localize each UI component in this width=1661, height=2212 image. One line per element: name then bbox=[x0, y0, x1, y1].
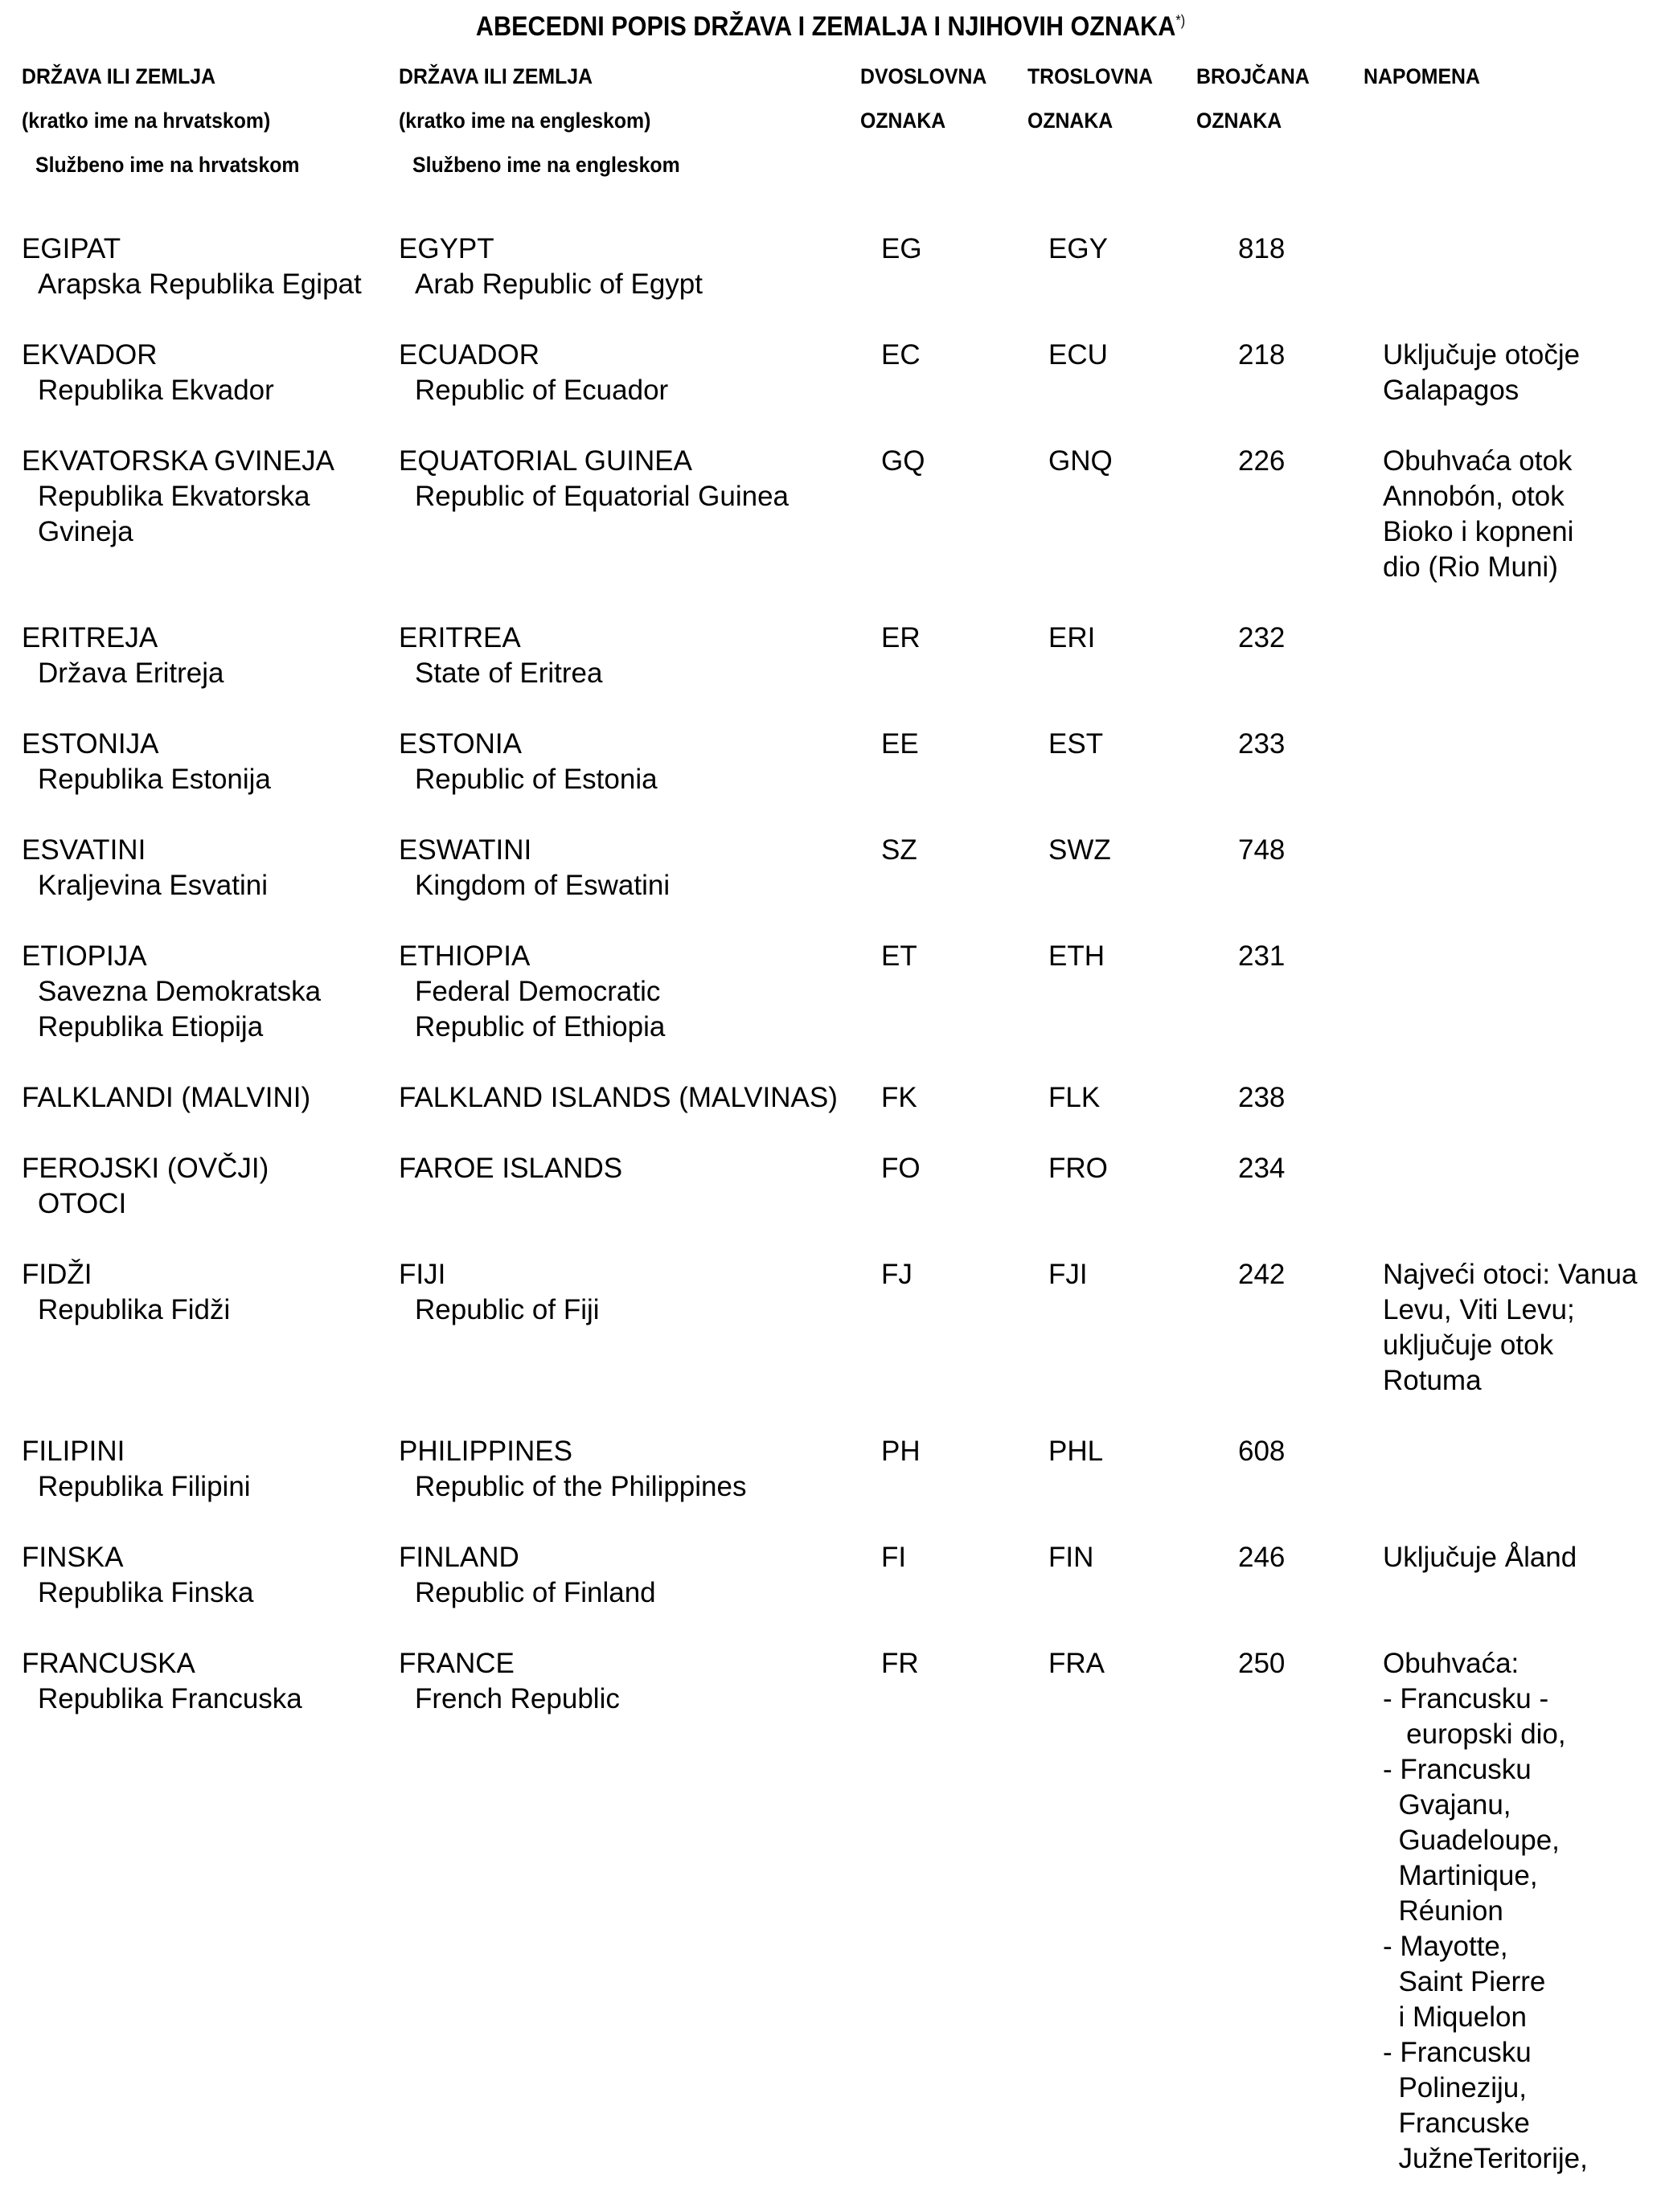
alpha2-code: GQ bbox=[881, 445, 925, 477]
country-row bbox=[0, 1434, 1661, 1540]
note-cell bbox=[1383, 1540, 1577, 1575]
note-line: i Miquelon bbox=[1383, 2001, 1527, 2033]
numeric-code-cell bbox=[1238, 833, 1285, 868]
alpha3-code: FRO bbox=[1048, 1153, 1108, 1184]
country-row bbox=[0, 1646, 1661, 2212]
english-name-short: ECUADOR bbox=[399, 339, 540, 371]
header-alpha2-sub: OZNAKA bbox=[860, 109, 946, 133]
alpha3-code: ECU bbox=[1048, 339, 1108, 371]
alpha2-code-cell bbox=[881, 1540, 906, 1575]
numeric-code-cell bbox=[1238, 1257, 1285, 1292]
numeric-code: 608 bbox=[1238, 1436, 1286, 1467]
numeric-code: 246 bbox=[1238, 1542, 1286, 1573]
croatian-name-cell bbox=[22, 444, 334, 550]
country-row bbox=[0, 338, 1661, 444]
croatian-name-cell bbox=[22, 338, 274, 408]
alpha2-code: EE bbox=[881, 728, 919, 760]
country-row bbox=[0, 444, 1661, 621]
country-row bbox=[0, 231, 1661, 338]
croatian-name-short: FIDŽI bbox=[22, 1259, 92, 1290]
english-name-official: Republic of Finland bbox=[415, 1577, 656, 1608]
alpha3-code: SWZ bbox=[1048, 834, 1111, 866]
croatian-name-cell bbox=[22, 1151, 269, 1222]
numeric-code-cell bbox=[1238, 1646, 1285, 1682]
english-name-cell bbox=[399, 1646, 620, 1717]
note-line: Martinique, bbox=[1383, 1860, 1538, 1891]
croatian-name-cell bbox=[22, 1257, 230, 1328]
alpha2-code-cell bbox=[881, 1257, 913, 1292]
note-line: - Francusku bbox=[1383, 1754, 1532, 1785]
english-name-short: FINLAND bbox=[399, 1542, 519, 1573]
english-name-cell bbox=[399, 338, 668, 408]
header-note: NAPOMENA bbox=[1364, 64, 1480, 88]
numeric-code: 250 bbox=[1238, 1648, 1286, 1679]
english-name-official: Republic of Ecuador bbox=[415, 375, 669, 406]
croatian-name-official: Republika Filipini bbox=[38, 1471, 251, 1502]
country-row bbox=[0, 621, 1661, 727]
alpha3-code-cell bbox=[1048, 1257, 1088, 1292]
note-line: - Francusku - bbox=[1383, 1683, 1549, 1714]
alpha3-code: FJI bbox=[1048, 1259, 1088, 1290]
note-line: Levu, Viti Levu; bbox=[1383, 1294, 1575, 1325]
note-line: Annobón, otok bbox=[1383, 481, 1565, 512]
alpha2-code-cell bbox=[881, 1080, 917, 1116]
alpha3-code: FIN bbox=[1048, 1542, 1094, 1573]
alpha3-code-cell bbox=[1048, 444, 1113, 479]
croatian-name-short: FINSKA bbox=[22, 1542, 124, 1573]
english-name-short: FRANCE bbox=[399, 1648, 515, 1679]
english-name-cell bbox=[399, 444, 789, 514]
english-name-cell bbox=[399, 1151, 622, 1186]
alpha2-code-cell bbox=[881, 444, 925, 479]
numeric-code-cell bbox=[1238, 1151, 1285, 1186]
alpha3-code-cell bbox=[1048, 1646, 1105, 1682]
numeric-code: 818 bbox=[1238, 233, 1286, 264]
header-alpha3-sub: OZNAKA bbox=[1027, 109, 1113, 133]
header-alpha2: DVOSLOVNA bbox=[860, 64, 987, 88]
alpha3-code: FRA bbox=[1048, 1648, 1105, 1679]
english-name-official: Republic of Fiji bbox=[415, 1294, 600, 1325]
croatian-name-cell bbox=[22, 1080, 310, 1116]
alpha3-code-cell bbox=[1048, 727, 1103, 762]
country-row bbox=[0, 1540, 1661, 1646]
numeric-code: 233 bbox=[1238, 728, 1286, 760]
numeric-code-cell bbox=[1238, 727, 1285, 762]
alpha3-code: ERI bbox=[1048, 622, 1096, 653]
numeric-code-cell bbox=[1238, 231, 1285, 267]
country-row bbox=[0, 939, 1661, 1080]
alpha2-code: EC bbox=[881, 339, 921, 371]
english-name-short: ESWATINI bbox=[399, 834, 532, 866]
country-list bbox=[0, 231, 1661, 2212]
english-name-official: French Republic bbox=[415, 1683, 620, 1714]
croatian-name-official: Republika Ekvatorska bbox=[38, 481, 310, 512]
numeric-code: 748 bbox=[1238, 834, 1286, 866]
croatian-name-official: OTOCI bbox=[38, 1188, 127, 1219]
english-name-short: ERITREA bbox=[399, 622, 521, 653]
english-name-official: Republic of Estonia bbox=[415, 764, 658, 795]
note-line: Réunion bbox=[1383, 1895, 1503, 1927]
numeric-code-cell bbox=[1238, 939, 1285, 974]
alpha2-code-cell bbox=[881, 338, 921, 373]
alpha3-code: PHL bbox=[1048, 1436, 1104, 1467]
note-line: JužneTeritorije, bbox=[1383, 2143, 1588, 2174]
alpha2-code-cell bbox=[881, 833, 917, 868]
header-en-name: DRŽAVA ILI ZEMLJA bbox=[399, 64, 593, 88]
note-line: Guadeloupe, bbox=[1383, 1825, 1560, 1856]
english-name-short: EQUATORIAL GUINEA bbox=[399, 445, 692, 477]
note-cell bbox=[1383, 1646, 1588, 2177]
note-line: Najveći otoci: Vanua bbox=[1383, 1259, 1638, 1290]
english-name-cell bbox=[399, 939, 665, 1045]
alpha3-code: EST bbox=[1048, 728, 1104, 760]
alpha2-code: FR bbox=[881, 1648, 919, 1679]
english-name-official: Federal Democratic bbox=[415, 976, 661, 1007]
croatian-name-short: ESTONIJA bbox=[22, 728, 159, 760]
alpha2-code-cell bbox=[881, 621, 921, 656]
english-name-cell bbox=[399, 231, 703, 302]
numeric-code-cell bbox=[1238, 1080, 1285, 1116]
note-cell bbox=[1383, 444, 1573, 585]
english-name-cell bbox=[399, 1257, 600, 1328]
english-name-short: FAROE ISLANDS bbox=[399, 1153, 623, 1184]
note-line: Bioko i kopneni bbox=[1383, 516, 1574, 547]
croatian-name-short: FILIPINI bbox=[22, 1436, 125, 1467]
numeric-code-cell bbox=[1238, 444, 1285, 479]
croatian-name-cell bbox=[22, 1540, 253, 1611]
alpha3-code-cell bbox=[1048, 833, 1111, 868]
english-name-cell bbox=[399, 1540, 656, 1611]
alpha2-code: ET bbox=[881, 940, 917, 972]
croatian-name-official: Republika Fidži bbox=[38, 1294, 231, 1325]
header-hr-official: Službeno ime na hrvatskom bbox=[35, 153, 300, 177]
english-name-official: Republic of the Philippines bbox=[415, 1471, 747, 1502]
country-row bbox=[0, 1257, 1661, 1434]
english-name-official: State of Eritrea bbox=[415, 657, 603, 689]
note-cell bbox=[1383, 338, 1580, 408]
english-name-short: ESTONIA bbox=[399, 728, 523, 760]
croatian-name-short: EKVADOR bbox=[22, 339, 158, 371]
croatian-name-short: EGIPAT bbox=[22, 233, 121, 264]
croatian-name-short: FALKLANDI (MALVINI) bbox=[22, 1082, 311, 1113]
croatian-name-official: Arapska Republika Egipat bbox=[38, 268, 362, 300]
croatian-name-official: Republika Ekvador bbox=[38, 375, 274, 406]
croatian-name-official: Kraljevina Esvatini bbox=[38, 870, 268, 901]
croatian-name-official: Republika Etiopija bbox=[38, 1011, 264, 1043]
header-hr-short: (kratko ime na hrvatskom) bbox=[22, 109, 271, 133]
country-row bbox=[0, 1080, 1661, 1151]
alpha3-code: GNQ bbox=[1048, 445, 1113, 477]
croatian-name-short: FRANCUSKA bbox=[22, 1648, 195, 1679]
english-name-cell bbox=[399, 727, 658, 797]
note-line: - Francusku bbox=[1383, 2037, 1532, 2068]
note-line: Uključuje otočje bbox=[1383, 339, 1581, 371]
numeric-code: 238 bbox=[1238, 1082, 1286, 1113]
note-line: Obuhvaća: bbox=[1383, 1648, 1520, 1679]
english-name-cell bbox=[399, 1434, 746, 1505]
header-numeric: BROJČANA bbox=[1196, 64, 1310, 88]
numeric-code-cell bbox=[1238, 621, 1285, 656]
header-alpha3: TROSLOVNA bbox=[1027, 64, 1153, 88]
note-line: Polineziju, bbox=[1383, 2072, 1527, 2103]
note-line: uključuje otok bbox=[1383, 1329, 1554, 1361]
croatian-name-cell bbox=[22, 1646, 302, 1717]
alpha3-code-cell bbox=[1048, 621, 1095, 656]
alpha2-code: EG bbox=[881, 233, 922, 264]
alpha3-code: ETH bbox=[1048, 940, 1105, 972]
numeric-code-cell bbox=[1238, 338, 1285, 373]
numeric-code: 234 bbox=[1238, 1153, 1286, 1184]
note-line: Galapagos bbox=[1383, 375, 1520, 406]
header-numeric-sub: OZNAKA bbox=[1196, 109, 1282, 133]
note-line: - Mayotte, bbox=[1383, 1931, 1508, 1962]
english-name-short: PHILIPPINES bbox=[399, 1436, 572, 1467]
title-text: ABECEDNI POPIS DRŽAVA I ZEMALJA I NJIHOVIH OZNAKA bbox=[475, 11, 1176, 42]
english-name-cell bbox=[399, 621, 602, 691]
alpha2-code-cell bbox=[881, 1434, 921, 1469]
alpha2-code: PH bbox=[881, 1436, 921, 1467]
alpha3-code-cell bbox=[1048, 939, 1105, 974]
note-cell bbox=[1383, 1257, 1637, 1399]
alpha2-code: FO bbox=[881, 1153, 921, 1184]
alpha2-code-cell bbox=[881, 1151, 921, 1186]
numeric-code: 231 bbox=[1238, 940, 1286, 972]
note-line: Rotuma bbox=[1383, 1365, 1482, 1396]
english-name-official: Arab Republic of Egypt bbox=[415, 268, 703, 300]
croatian-name-short: EKVATORSKA GVINEJA bbox=[22, 445, 335, 477]
document-title bbox=[83, 11, 1577, 43]
alpha3-code-cell bbox=[1048, 1434, 1103, 1469]
croatian-name-official: Republika Francuska bbox=[38, 1683, 302, 1714]
english-name-short: FIJI bbox=[399, 1259, 446, 1290]
note-line: Obuhvaća otok bbox=[1383, 445, 1573, 477]
note-line: europski dio, bbox=[1383, 1718, 1566, 1750]
croatian-name-official: Republika Estonija bbox=[38, 764, 271, 795]
croatian-name-short: FEROJSKI (OVČJI) bbox=[22, 1153, 269, 1184]
croatian-name-cell bbox=[22, 727, 271, 797]
alpha3-code-cell bbox=[1048, 1151, 1108, 1186]
english-name-official: Kingdom of Eswatini bbox=[415, 870, 671, 901]
croatian-name-official: Država Eritreja bbox=[38, 657, 224, 689]
header-en-official: Službeno ime na engleskom bbox=[412, 153, 680, 177]
header-en-short: (kratko ime na engleskom) bbox=[399, 109, 651, 133]
croatian-name-official: Gvineja bbox=[38, 516, 133, 547]
alpha2-code-cell bbox=[881, 1646, 919, 1682]
english-name-official: Republic of Ethiopia bbox=[415, 1011, 666, 1043]
numeric-code-cell bbox=[1238, 1540, 1285, 1575]
alpha2-code: FK bbox=[881, 1082, 917, 1113]
numeric-code: 242 bbox=[1238, 1259, 1286, 1290]
footnote-mark: *) bbox=[1175, 12, 1186, 29]
note-line: Gvajanu, bbox=[1383, 1789, 1511, 1821]
alpha3-code-cell bbox=[1048, 1080, 1100, 1116]
header-hr-name: DRŽAVA ILI ZEMLJA bbox=[22, 64, 216, 88]
alpha3-code-cell bbox=[1048, 338, 1108, 373]
note-line: dio (Rio Muni) bbox=[1383, 551, 1558, 583]
country-row bbox=[0, 833, 1661, 939]
english-name-short: FALKLAND ISLANDS (MALVINAS) bbox=[399, 1082, 838, 1113]
croatian-name-official: Savezna Demokratska bbox=[38, 976, 322, 1007]
note-line: Uključuje Åland bbox=[1383, 1542, 1577, 1573]
alpha3-code: EGY bbox=[1048, 233, 1108, 264]
english-name-official: Republic of Equatorial Guinea bbox=[415, 481, 789, 512]
alpha2-code: FI bbox=[881, 1542, 907, 1573]
english-name-cell bbox=[399, 1080, 838, 1116]
country-row bbox=[0, 1151, 1661, 1257]
english-name-cell bbox=[399, 833, 670, 903]
croatian-name-cell bbox=[22, 231, 362, 302]
numeric-code: 232 bbox=[1238, 622, 1286, 653]
alpha2-code-cell bbox=[881, 939, 917, 974]
alpha2-code-cell bbox=[881, 727, 919, 762]
alpha3-code: FLK bbox=[1048, 1082, 1101, 1113]
croatian-name-cell bbox=[22, 1434, 251, 1505]
alpha2-code: FJ bbox=[881, 1259, 913, 1290]
croatian-name-cell bbox=[22, 833, 268, 903]
numeric-code: 226 bbox=[1238, 445, 1286, 477]
alpha3-code-cell bbox=[1048, 231, 1108, 267]
numeric-code: 218 bbox=[1238, 339, 1286, 371]
croatian-name-short: ESVATINI bbox=[22, 834, 146, 866]
alpha3-code-cell bbox=[1048, 1540, 1093, 1575]
croatian-name-cell bbox=[22, 621, 224, 691]
country-row bbox=[0, 727, 1661, 833]
numeric-code-cell bbox=[1238, 1434, 1285, 1469]
alpha2-code: ER bbox=[881, 622, 921, 653]
croatian-name-short: ETIOPIJA bbox=[22, 940, 147, 972]
alpha2-code-cell bbox=[881, 231, 922, 267]
english-name-short: EGYPT bbox=[399, 233, 494, 264]
english-name-short: ETHIOPIA bbox=[399, 940, 531, 972]
croatian-name-short: ERITREJA bbox=[22, 622, 158, 653]
croatian-name-cell bbox=[22, 939, 321, 1045]
croatian-name-official: Republika Finska bbox=[38, 1577, 254, 1608]
alpha2-code: SZ bbox=[881, 834, 917, 866]
note-line: Francuske bbox=[1383, 2108, 1530, 2139]
note-line: Saint Pierre bbox=[1383, 1966, 1546, 1997]
